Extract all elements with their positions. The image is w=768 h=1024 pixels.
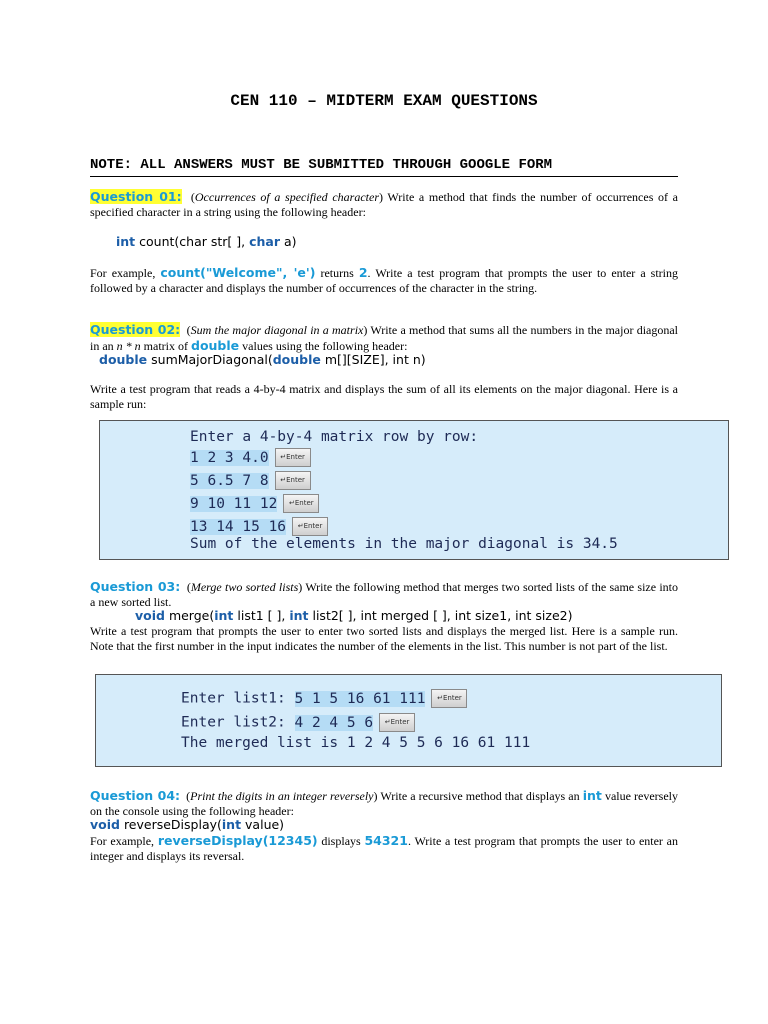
q4-header-mid: reverseDisplay( xyxy=(119,817,222,832)
q3-sample-run-console xyxy=(95,674,722,767)
q4-text2: value reversely on the console using the following header: xyxy=(90,789,678,818)
q2-row-1-input: 1 2 3 4.0 xyxy=(190,449,269,466)
q4-label: Question 04: xyxy=(90,788,181,803)
q3-description: Write a test program that prompts the user to enter two sorted lists and displays the merged list. Here is a sample run. Note that the first number in the input indicates the number of the elements in the list. This number is not part of the list. xyxy=(90,624,678,653)
q2-method-header xyxy=(99,352,426,367)
q1-method-header xyxy=(116,234,297,249)
q3-header-p3: list2[ ], int merged [ ], int size1, int size2) xyxy=(308,608,573,623)
q4-header-kw2: int xyxy=(221,817,242,832)
q3-header-p2: list1 [ ], xyxy=(233,608,290,623)
q2-paragraph: Question 02: (Sum the major diagonal in a matrix) Write a method that sums all the numbers in the major diagonal in an n * n matrix of double values using the following header: xyxy=(90,322,679,353)
q3-topic: Merge two sorted lists xyxy=(190,580,299,594)
q3-list1-input: 5 1 5 16 61 111 xyxy=(294,690,426,707)
q1-header-kw-char: char xyxy=(249,234,281,249)
q4-topic: Print the digits in an integer reversely xyxy=(190,789,374,803)
q4-paragraph: Question 04: (Print the digits in an integer reversely) Write a recursive method that displays an int value reversely on the console using the following header: xyxy=(90,788,678,818)
q2-console-row-3 xyxy=(190,494,319,513)
q2-nn: n * n xyxy=(116,339,141,353)
q3-header-kw1: void xyxy=(135,608,165,623)
q1-example-result: 2 xyxy=(358,265,368,280)
q2-text2: matrix of xyxy=(140,339,191,353)
q3-paragraph: Question 03: (Merge two sorted lists) Write the following method that merges two sorted lists of the same size into a new sorted list. xyxy=(90,579,679,609)
q4-example xyxy=(90,833,678,864)
q1-example-pre: For example, xyxy=(90,266,161,280)
enter-key-icon: ↵Enter xyxy=(292,517,328,536)
q3-text: Write the following method that merges two sorted lists of the same size into a new sorted list. xyxy=(90,580,679,609)
q3-label: Question 03: xyxy=(90,579,181,594)
q4-example-pre: For example, xyxy=(90,834,158,848)
enter-key-icon: ↵Enter xyxy=(275,448,311,467)
q2-topic: Sum the major diagonal in a matrix xyxy=(190,323,364,337)
q1-header-kw-int: int xyxy=(116,234,136,249)
q3-header-kw2: int xyxy=(214,608,234,623)
q2-header-kw2: double xyxy=(272,352,321,367)
q4-example-call: reverseDisplay(12345) xyxy=(157,833,318,848)
q2-label: Question 02: xyxy=(90,322,181,337)
q2-console-row-2 xyxy=(190,471,311,490)
q2-header-mid: sumMajorDiagonal( xyxy=(147,352,273,367)
q3-console-result: The merged list is 1 2 4 5 5 6 16 61 111 xyxy=(181,735,531,751)
q4-example-post: . Write a test program that prompts the user to enter an integer and displays its reversal. xyxy=(90,834,678,863)
q1-header-end: a) xyxy=(280,234,297,249)
q3-console-line-1 xyxy=(181,689,467,708)
q2-double-kw: double xyxy=(191,338,240,353)
q4-header-end: value) xyxy=(241,817,285,832)
q1-header-mid: count(char str[ ], xyxy=(135,234,250,249)
q1-example-mid: returns xyxy=(315,266,359,280)
q4-method-header xyxy=(90,817,284,832)
enter-key-icon: ↵Enter xyxy=(283,494,319,513)
q1-example xyxy=(90,265,678,296)
enter-key-icon: ↵Enter xyxy=(431,689,467,708)
q1-example-post: . Write a test program that prompts the user to enter a string followed by a character and displays the number of occurrences of the character in the string. xyxy=(90,266,679,295)
q1-text: Write a method that finds the number of occurrences of a specified character in a string using the following header: xyxy=(90,190,679,219)
q2-console-row-4 xyxy=(190,517,328,536)
q3-console-line-2 xyxy=(181,713,415,732)
q1-topic: Occurrences of a specified character xyxy=(194,190,379,204)
q3-list1-prompt: Enter list1: xyxy=(181,690,295,707)
enter-key-icon: ↵Enter xyxy=(275,471,311,490)
q3-list2-input: 4 2 4 5 6 xyxy=(294,714,374,731)
enter-key-icon: ↵Enter xyxy=(379,713,415,732)
q4-int-kw: int xyxy=(582,788,602,803)
q2-header-kw1: double xyxy=(99,352,148,367)
q2-console-row-1 xyxy=(190,448,311,467)
page-title: CEN 110 – MIDTERM EXAM QUESTIONS xyxy=(230,92,538,110)
q4-text: Write a recursive method that displays an xyxy=(377,789,583,803)
q1-label: Question 01: xyxy=(90,189,182,204)
q3-list2-prompt: Enter list2: xyxy=(181,714,295,731)
q2-text3: values using the following header: xyxy=(239,339,408,353)
q4-header-kw1: void xyxy=(90,817,120,832)
q4-example-result: 54321 xyxy=(364,833,408,848)
q2-console-result: Sum of the elements in the major diagonal is 34.5 xyxy=(190,536,618,552)
q2-header-end: m[][SIZE], int n) xyxy=(320,352,426,367)
q1-paragraph: Question 01: (Occurrences of a specified character) Write a method that finds the number of occurrences of a specified character in a string using the following header: xyxy=(90,189,679,219)
q2-text1: Write a method that sums all the numbers in the major diagonal in an xyxy=(90,323,679,353)
q2-description: Write a test program that reads a 4-by-4 matrix and displays the sum of all its elements on the major diagonal. Here is a sample run: xyxy=(90,382,678,411)
q3-header-kw3: int xyxy=(289,608,309,623)
q3-header-p1: merge( xyxy=(164,608,215,623)
q3-method-header xyxy=(135,608,572,623)
q2-row-3-input: 9 10 11 12 xyxy=(190,495,278,512)
q2-row-4-input: 13 14 15 16 xyxy=(190,518,287,535)
q1-example-call: count("Welcome", 'e') xyxy=(160,265,316,280)
q2-sample-run-console xyxy=(99,420,729,560)
submission-note: NOTE: ALL ANSWERS MUST BE SUBMITTED THROUGH GOOGLE FORM xyxy=(90,157,678,177)
q2-console-prompt: Enter a 4-by-4 matrix row by row: xyxy=(190,429,479,445)
q2-row-2-input: 5 6.5 7 8 xyxy=(190,472,269,489)
q4-example-mid: displays xyxy=(317,834,365,848)
